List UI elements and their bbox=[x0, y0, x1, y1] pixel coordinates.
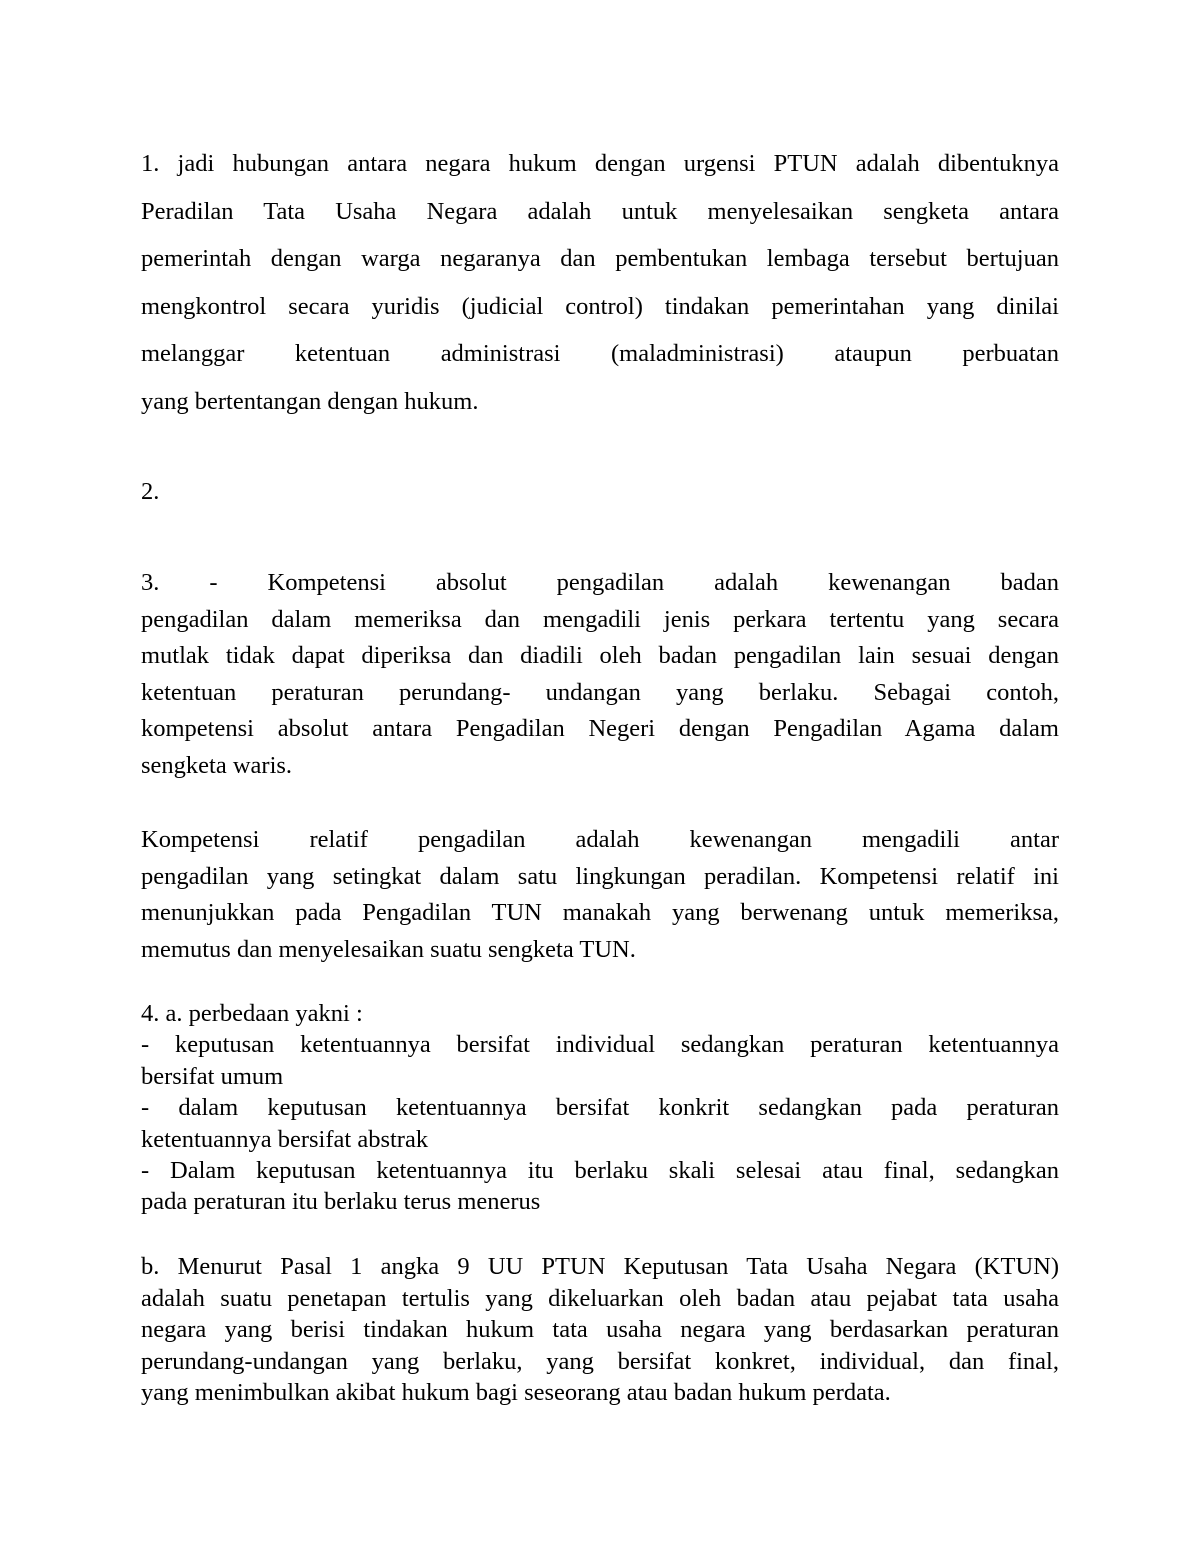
text-line: adalah suatu penetapan tertulis yang dikeluarkan oleh badan atau pejabat tata usaha bbox=[141, 1284, 1059, 1312]
text-line: kompetensi absolut antara Pengadilan Negeri dengan Pengadilan Agama dalam bbox=[141, 715, 1059, 743]
text-line: ketentuannya bersifat abstrak bbox=[141, 1125, 429, 1153]
answer-4a-differences-list bbox=[141, 998, 1059, 1218]
text-line: 4. a. perbedaan yakni : bbox=[141, 1000, 363, 1027]
text-line: pada peraturan itu berlaku terus menerus bbox=[141, 1188, 541, 1216]
text-line: mutlak tidak dapat diperiksa dan diadili oleh badan pengadilan lain sesuai dengan bbox=[141, 642, 1059, 670]
text-line: - Dalam keputusan ketentuannya itu berlaku skali selesai atau final, sedangkan bbox=[141, 1157, 1059, 1185]
text-line: Peradilan Tata Usaha Negara adalah untuk menyelesaikan sengketa antara bbox=[141, 197, 1059, 225]
text-line: pemerintah dengan warga negaranya dan pembentukan lembaga tersebut bertujuan bbox=[141, 245, 1059, 273]
text-line: negara yang berisi tindakan hukum tata usaha negara yang berdasarkan peraturan bbox=[141, 1316, 1059, 1344]
text-line: menunjukkan pada Pengadilan TUN manakah yang berwenang untuk memeriksa, bbox=[141, 899, 1059, 927]
text-line: sengketa waris. bbox=[141, 751, 293, 779]
text-line: bersifat umum bbox=[141, 1062, 284, 1090]
text-line: melanggar ketentuan administrasi (maladministrasi) ataupun perbuatan bbox=[141, 340, 1059, 368]
text-line: - dalam keputusan ketentuannya bersifat konkrit sedangkan pada peraturan bbox=[141, 1094, 1059, 1122]
answer-2-label: 2. bbox=[141, 478, 160, 505]
answer-1-paragraph bbox=[141, 140, 1059, 426]
text-line: Kompetensi relatif pengadilan adalah kewenangan mengadili antar bbox=[141, 826, 1059, 853]
text-line: b. Menurut Pasal 1 angka 9 UU PTUN Keputusan Tata Usaha Negara (KTUN) bbox=[141, 1253, 1059, 1280]
text-line: yang bertentangan dengan hukum. bbox=[141, 387, 479, 415]
answer-3-absolute-competence-paragraph bbox=[141, 565, 1059, 785]
text-line: perundang-undangan yang berlaku, yang bersifat konkret, individual, dan final, bbox=[141, 1347, 1059, 1375]
text-line: memutus dan menyelesaikan suatu sengketa TUN. bbox=[141, 935, 636, 963]
text-line: pengadilan yang setingkat dalam satu lingkungan peradilan. Kompetensi relatif ini bbox=[141, 862, 1059, 890]
answer-4b-ktun-definition-paragraph bbox=[141, 1251, 1059, 1409]
text-line: mengkontrol secara yuridis (judicial control) tindakan pemerintahan yang dinilai bbox=[141, 292, 1059, 320]
text-line: yang menimbulkan akibat hukum bagi seseorang atau badan hukum perdata. bbox=[141, 1379, 891, 1407]
text-line: ketentuan peraturan perundang- undangan yang berlaku. Sebagai contoh, bbox=[141, 678, 1059, 706]
text-line: pengadilan dalam memeriksa dan mengadili jenis perkara tertentu yang secara bbox=[141, 605, 1059, 633]
text-line: 3. - Kompetensi absolut pengadilan adalah kewenangan badan bbox=[141, 569, 1059, 596]
text-line: 1. jadi hubungan antara negara hukum dengan urgensi PTUN adalah dibentuknya bbox=[141, 150, 1059, 177]
text-line: - keputusan ketentuannya bersifat individual sedangkan peraturan ketentuannya bbox=[141, 1031, 1059, 1059]
answer-3-relative-competence-paragraph bbox=[141, 822, 1059, 968]
